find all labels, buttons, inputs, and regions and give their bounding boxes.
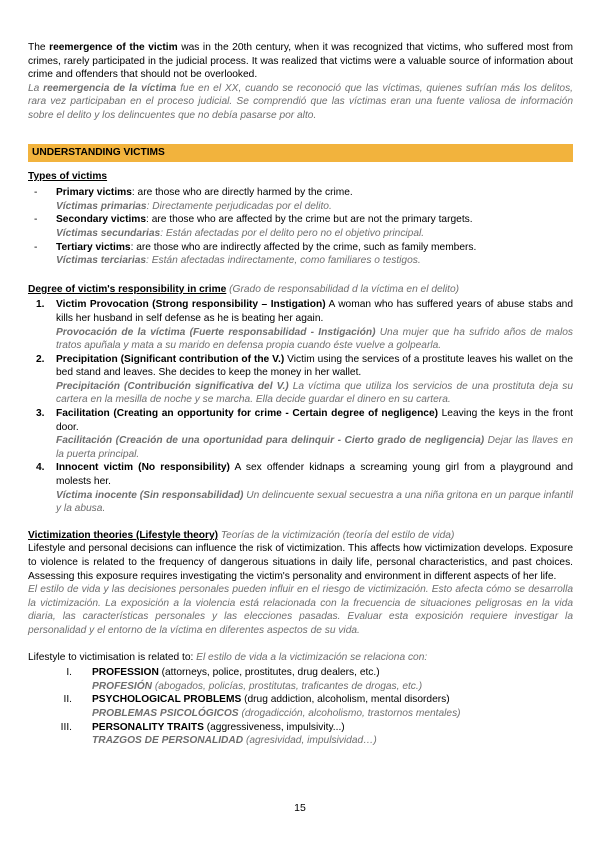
section-heading: UNDERSTANDING VICTIMS	[28, 144, 573, 162]
intro-bold-term-es: reemergencia de la víctima	[43, 82, 177, 94]
list-item: 1. Victim Provocation (Strong responsibility – Instigation) A woman who has suffered years of abuse stabs and kills her husband in self defense as he is beating her again. Provocación de la víctima (Fuerte responsabilidad - Instigación) Una mujer que ha sufrido años de malos tratos apuñala y mata a su marido en defensa propia cuando éste vuelve a golpearla.	[36, 299, 573, 352]
theories-title: Victimization theories (Lifestyle theory) Teorías de la victimización (teoría del estilo de vida)	[28, 529, 455, 541]
types-list	[28, 186, 573, 268]
degree-title: Degree of victim's responsibility in crime (Grado de responsabilidad d la víctima en el delito)	[28, 283, 460, 295]
types-title: Types of victims	[28, 170, 108, 182]
intro-bold-term: reemergence of the victim	[49, 42, 178, 53]
lifestyle-intro: Lifestyle to victimisation is related to: El estilo de vida a la victimización se relaciona con:	[28, 651, 428, 663]
theories-paragraph-es: El estilo de vida y las decisiones personales pueden influir en el riesgo de victimización. Esto afecta cómo se desarrolla la victimización. La exposición a la violencia está relacionada con la frecuencia de situaciones peligrosas en la vida diaria, las características personales y las elecciones pasadas. Evaluar esta exposición requiere investigar la personalidad y el entorno de la víctima en diferentes aspectos de su vida.	[28, 584, 573, 636]
list-item: 3. Facilitation (Creating an opportunity for crime - Certain degree of negligence) Leaving the keys in the front door. Facilitación (Creación de una oportunidad para delinquir - Cierto grado de negligencia) Dejar las llaves en la puerta principal.	[36, 408, 573, 460]
list-item: - Secondary victims: are those who are affected by the crime but are not the primary targets. Víctimas secundarias: Están afectadas por el delito pero no el objetivo principal.	[28, 213, 573, 240]
list-item: I. PROFESSION (attorneys, police, prostitutes, drug dealers, etc.) PROFESIÓN (abogados, policías, prostitutas, traficantes de drogas, etc.)	[66, 667, 423, 692]
list-item: III. PERSONALITY TRAITS (aggressiveness, impulsivity...) TRAZGOS DE PERSONALIDAD (agresividad, impulsividad…)	[60, 721, 377, 747]
page-number: 15	[294, 802, 306, 814]
degree-list	[28, 298, 573, 516]
list-item: 4. Innocent victim (No responsibility) A sex offender kidnaps a screaming young girl from a playground and molests her. Víctima inocente (Sin responsabilidad) Un delincuente sexual secuestra a una niña gritona en un parque infantil y la abusa.	[36, 462, 573, 515]
list-item: 2. Precipitation (Significant contribution of the V.) Victim using the services of a prostitute leaves his wallet on the bed stand and leaves. She decides to keep the money in her wallet. Precipitación (Contribución significativa del V.) La víctima que utiliza los servicios de una prostituta deja su cartera en la mesilla de noche y se marcha. Ella decide guardar el dinero en su cartera.	[36, 353, 573, 406]
list-item: - Tertiary victims: are those who are indirectly affected by the crime, such as family members. Víctimas terciarias: Están afectadas indirectamente, como familiares o testigos.	[28, 241, 573, 268]
list-item: - Primary victims: are those who are directly harmed by the crime. Víctimas primarias: Directamente perjudicadas por el delito.	[28, 186, 573, 213]
intro-paragraph-es: La reemergencia de la víctima fue en el XX, cuando se reconoció que las víctimas, quienes sufrían más los delitos, rara vez participaban en el proceso judicial. Se comprendió que las víctimas eran una fuente valiosa de información sobre el delito y los delincuentes que no debía pasarse por alto.	[28, 82, 573, 121]
intro-paragraph-en: The reemergence of the victim was in the 20th century, when it was recognized that victims, who suffered most from crimes, rarely participated in the judicial process. It was realized that victims were a valuable source of information about crime and offenders that should not be overlooked.	[28, 42, 573, 81]
document-page	[28, 41, 573, 748]
lifestyle-list	[28, 666, 573, 748]
list-item: II. PSYCHOLOGICAL PROBLEMS (drug addiction, alcoholism, mental disorders) PROBLEMAS PSICOLÓGICOS (drogadicción, alcoholismo, trastornos mentales)	[63, 694, 461, 719]
theories-paragraph-en: Lifestyle and personal decisions can influence the risk of victimization. This affects how victimization develops. Exposure to violence is related to the frequency of dangerous situations in daily life, personal characteristics, and past choices. Assessing this exposure requires investigating the victim's personality and environment in different aspects of her life.	[28, 543, 573, 582]
